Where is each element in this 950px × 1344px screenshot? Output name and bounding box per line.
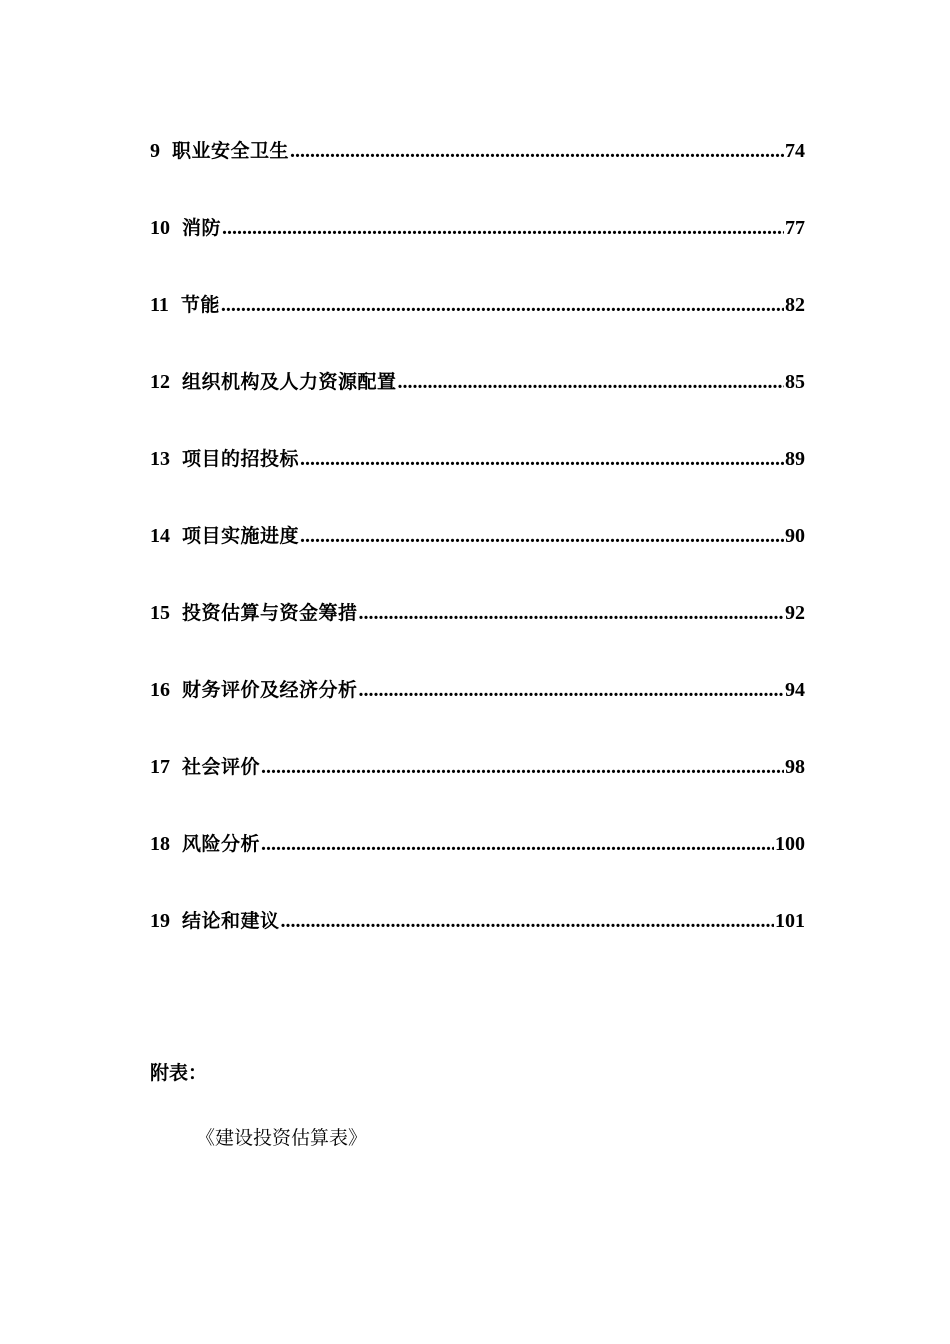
- toc-entry-number: 19: [150, 910, 170, 932]
- toc-entry-number: 12: [150, 371, 170, 393]
- toc-entry-page: 74: [785, 140, 805, 162]
- toc-entry-title: 组织机构及人力资源配置: [182, 371, 397, 393]
- toc-dot-leader: [290, 136, 784, 166]
- toc-entry[interactable]: [150, 829, 805, 906]
- toc-dot-leader: [359, 675, 784, 705]
- toc-entry-title: 职业安全卫生: [172, 140, 290, 162]
- toc-entry-page: 77: [785, 217, 805, 239]
- toc-entry[interactable]: [150, 136, 805, 213]
- toc-entry[interactable]: [150, 752, 805, 829]
- toc-entry-title: 结论和建议: [182, 910, 280, 932]
- toc-entry-title: 财务评价及经济分析: [182, 679, 358, 701]
- toc-entry-title: 投资估算与资金筹措: [182, 602, 358, 624]
- toc-dot-leader: [261, 829, 774, 859]
- toc-entry-page: 90: [785, 525, 805, 547]
- toc-entry-page: 85: [785, 371, 805, 393]
- toc-entry[interactable]: [150, 598, 805, 675]
- toc-entry-title: 项目的招投标: [182, 448, 300, 470]
- toc-entry-page: 100: [775, 833, 805, 855]
- toc-dot-leader: [359, 598, 784, 628]
- toc-entry-page: 98: [785, 756, 805, 778]
- toc-entry[interactable]: [150, 290, 805, 367]
- toc-entry-page: 92: [785, 602, 805, 624]
- toc-entry[interactable]: [150, 521, 805, 598]
- toc-entry[interactable]: [150, 675, 805, 752]
- toc-entry-number: 10: [150, 217, 170, 239]
- toc-entry-number: 14: [150, 525, 170, 547]
- toc-entry-number: 13: [150, 448, 170, 470]
- toc-entry-page: 82: [785, 294, 805, 316]
- table-of-contents: [150, 136, 805, 983]
- appendix-item: 《建设投资估算表》: [196, 1127, 368, 1149]
- toc-dot-leader: [222, 213, 784, 243]
- toc-entry-title: 节能: [180, 294, 220, 316]
- toc-entry-title: 项目实施进度: [182, 525, 300, 547]
- toc-entry-number: 16: [150, 679, 170, 701]
- toc-entry-title: 风险分析: [182, 833, 261, 855]
- toc-entry-page: 101: [775, 910, 805, 932]
- toc-dot-leader: [261, 752, 784, 782]
- toc-entry[interactable]: [150, 906, 805, 983]
- toc-entry-title: 消防: [182, 217, 222, 239]
- toc-dot-leader: [398, 367, 784, 397]
- toc-entry-number: 11: [150, 294, 169, 316]
- toc-entry-number: 17: [150, 756, 170, 778]
- toc-entry-number: 18: [150, 833, 170, 855]
- toc-entry-title: 社会评价: [182, 756, 261, 778]
- toc-entry[interactable]: [150, 213, 805, 290]
- toc-entry-page: 89: [785, 448, 805, 470]
- toc-entry-number: 9: [150, 140, 160, 162]
- appendix-title: 附表：: [150, 1062, 208, 1084]
- toc-entry[interactable]: [150, 367, 805, 444]
- toc-entry-page: 94: [785, 679, 805, 701]
- toc-dot-leader: [281, 906, 774, 936]
- toc-dot-leader: [221, 290, 784, 320]
- toc-entry-number: 15: [150, 602, 170, 624]
- toc-dot-leader: [300, 444, 784, 474]
- toc-entry[interactable]: [150, 444, 805, 521]
- toc-dot-leader: [300, 521, 784, 551]
